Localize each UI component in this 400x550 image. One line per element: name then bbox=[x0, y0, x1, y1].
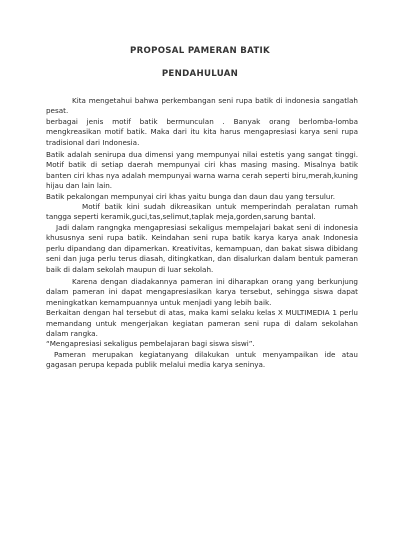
paragraph-3: Batik adalah senirupa dua dimensi yang mempunyai nilai estetis yang sangat tinggi. Motif batik di setiap daerah mempunyai ciri khas masing masing. Misalnya batik banten ciri khas nya adalah mempunyai warna warna cerah seperti biru,merah,kuning hijau dan lain lain. bbox=[46, 150, 358, 191]
document-body bbox=[46, 96, 358, 371]
paragraph-5: Motif batik kini sudah dikreasikan untuk memperindah peralatan rumah tangga seperti keramik,guci,tas,selimut,taplak meja,gorden,sarung bantal. bbox=[46, 202, 358, 222]
paragraph-2: berbagai jenis motif batik bermunculan . Banyak orang berlomba-lomba mengkreasikan motif batik. Maka dari itu kita harus mengapresiasi karya seni rupa tradisional dari Indonesia. bbox=[46, 116, 358, 147]
document-title: PROPOSAL PAMERAN BATIK bbox=[129, 46, 271, 56]
paragraph-7: Karena dengan diadakannya pameran ini diharapkan orang yang berkunjung dalam pameran ini dapat mengapresiasikan karya tersebut, sehingga siswa dapat meningkatkan kemampuannya untuk menjadi yang lebih baik. bbox=[46, 276, 358, 307]
paragraph-6: Jadi dalam rangngka mengapresiasi sekaligus mempelajari bakat seni di indonesia khususnya seni rupa batik. Keindahan seni rupa batik karya karya anak Indonesia perlu dipandang dan dipamerkan. Kreativitas, kemampuan, dan bakat siswa dibidang seni dan juga perlu terus diasah, ditingkatkan, dan disalurkan dalam bentuk pameran baik di dalam sekolah maupun di luar sekolah. bbox=[46, 222, 358, 274]
paragraph-4: Batik pekalongan mempunyai ciri khas yaitu bunga dan daun dau yang tersulur. bbox=[46, 191, 336, 201]
paragraph-9: “Mengapresiasi sekaligus pembelajaran bagi siswa siswi”. bbox=[46, 339, 255, 349]
section-heading: PENDAHULUAN bbox=[161, 69, 239, 79]
paragraph-8: Berkaitan dengan hal tersebut di atas, maka kami selaku kelas X MULTIMEDIA 1 perlu memandang untuk mengerjakan kegiatan pameran seni rupa di dalam sekolahan dalam rangka. bbox=[46, 308, 358, 338]
paragraph-10: Pameran merupakan kegiatanyang dilakukan untuk menyampaikan ide atau gagasan perupa kepada publik melalui media karya seninya. bbox=[46, 349, 358, 370]
paragraph-1: Kita mengetahui bahwa perkembangan seni rupa batik di indonesia sangatlah pesat. bbox=[46, 96, 358, 116]
